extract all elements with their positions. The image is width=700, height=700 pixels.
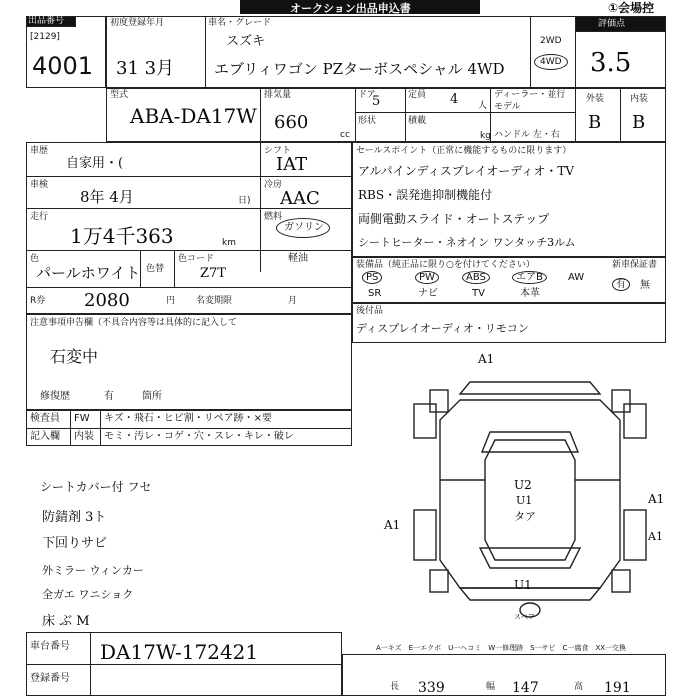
dim-height-label: 高: [574, 682, 584, 692]
wheel-front-right: [612, 390, 630, 412]
repair-suffix: 箇所: [142, 391, 162, 402]
car-grade: エブリィワゴン PZターボスペシャル 4WD: [214, 60, 505, 78]
car-name-label: 車名・グレード: [208, 18, 272, 28]
ext-value: B: [588, 112, 602, 133]
inspector-label-1: 検査員: [30, 413, 60, 424]
entry-label: 出品番号: [28, 16, 65, 26]
title-change-month: 月: [288, 296, 298, 306]
rear-window: [480, 548, 580, 568]
lot-number: 4001: [32, 52, 94, 80]
aftermarket-value: ディスプレイオーディオ・リモコン: [356, 322, 529, 335]
handle-label: ハンドル 左・右: [494, 130, 560, 140]
color-value: パールホワイト: [36, 264, 141, 282]
capacity-label: 定員: [408, 90, 427, 100]
load-unit: kg: [480, 131, 491, 141]
dim-height: 191: [604, 680, 631, 696]
fuel-value: ガソリン: [284, 222, 324, 233]
recycle-unit: 円: [166, 296, 176, 306]
ac-label: 冷房: [264, 180, 283, 190]
inspector-tags-1: キズ・飛石・ヒビ割・リペア跡・×要: [104, 413, 272, 424]
color-code-label: 色コード: [178, 254, 215, 264]
equip-leather: 本革: [520, 288, 540, 299]
dim-length-label: 長: [390, 682, 400, 692]
mark-a1-top: A1: [478, 352, 495, 366]
score-value: 3.5: [590, 48, 632, 78]
dim-width-label: 幅: [486, 682, 496, 692]
door-right-rear: [624, 510, 646, 560]
title-change-label: 名変期限: [196, 296, 233, 306]
repair-value: 有: [104, 391, 114, 402]
inspection-day: 日): [238, 196, 251, 206]
usage-label: 車歴: [30, 146, 49, 156]
inspector-ni: 内装: [74, 431, 94, 442]
mark-a1-right-lower: A1: [648, 530, 663, 543]
shift-value: IAT: [276, 154, 308, 175]
mileage-label: 走行: [30, 212, 49, 222]
color-code: Z7T: [200, 266, 226, 281]
score-label: 評価点: [598, 19, 626, 29]
wheel-rear-right: [612, 570, 630, 592]
warranty-label: 新車保証書: [612, 260, 658, 270]
sales-label: セールスポイント（正常に機能するものに限ります）: [356, 146, 572, 156]
capacity-unit: 人: [478, 101, 488, 111]
mark-a1-left: A1: [384, 518, 401, 532]
warranty-no: 無: [640, 280, 650, 291]
doors-label: ドア: [358, 90, 376, 100]
color-swap-label: 色替: [146, 264, 165, 274]
fuel-label: 燃料: [264, 212, 283, 222]
shape-label: 形状: [358, 116, 377, 126]
color-label: 色: [30, 254, 40, 264]
hand-note-6: 床 ぶ M: [42, 614, 90, 629]
mark-a1-right: A1: [648, 492, 665, 506]
fuel-alt: 軽油: [288, 253, 308, 264]
equip-tv: TV: [472, 288, 485, 299]
mileage-value: 1万4千363: [70, 224, 174, 248]
equip-ps: PS: [362, 271, 382, 285]
dealer-label: ディーラー・並行: [494, 90, 566, 100]
spare-label: スペア: [514, 613, 535, 621]
car-maker: スズキ: [226, 34, 266, 49]
int-value: B: [632, 112, 646, 133]
load-label: 積載: [408, 116, 427, 126]
registration-label: 登録番号: [30, 673, 70, 684]
equipment-label: 装備品（純正品に限り○を付けてください）: [356, 260, 535, 270]
drive-2wd: 2WD: [540, 36, 562, 46]
int-label: 内装: [630, 94, 649, 104]
door-left-rear: [414, 510, 436, 560]
aftermarket-label: 後付品: [356, 306, 384, 316]
displacement-label: 排気量: [264, 90, 292, 100]
dim-length: 339: [418, 680, 445, 696]
equip-navi: ナビ: [418, 288, 438, 299]
mark-note-center: タア: [514, 510, 536, 523]
hand-note-5: 全ガエ ワニショク: [42, 588, 134, 601]
model-value: ABA-DA17W: [130, 104, 257, 128]
equip-pw: PW: [415, 271, 439, 285]
first-reg-value: 31 3月: [116, 58, 175, 79]
chassis-label: 車台番号: [30, 641, 70, 652]
inspector-label-2: 記入欄: [30, 431, 60, 442]
equip-abs: ABS: [462, 271, 490, 285]
sales-item-4: シートヒーター・ネオイン ワンタッチ3ルム: [358, 236, 576, 249]
mileage-unit: km: [222, 238, 236, 248]
sales-item-1: アルパインディスプレイオーディオ・TV: [358, 164, 574, 178]
equip-airbag: エアB: [512, 271, 547, 285]
recycle-label: R券: [30, 296, 46, 306]
mark-u1-center: U1: [516, 494, 533, 507]
notes-value: 石変中: [50, 347, 99, 366]
ext-label: 外装: [586, 94, 605, 104]
venue-copy: ①会場控: [608, 1, 655, 15]
hand-note-1: シートカバー付 フセ: [40, 480, 152, 494]
entry-code: [2129]: [30, 32, 60, 42]
mirror-right: [624, 404, 646, 438]
inspector-fw: FW: [74, 413, 90, 424]
hand-note-4: 外ミラー ウィンカー: [42, 564, 144, 577]
doors-value: 5: [372, 94, 381, 109]
chassis-value: DA17W-172421: [100, 640, 259, 664]
mirror-left: [414, 404, 436, 438]
first-reg-label: 初度登録年月: [110, 18, 165, 28]
damage-legend: A一キズ E一エクボ U一ヘコミ W一修理跡 S一サビ C一腐食 XX一交換: [376, 644, 627, 652]
dim-width: 147: [512, 680, 539, 696]
inspection-label: 車検: [30, 180, 49, 190]
repair-label: 修復歴: [40, 391, 70, 402]
warranty-yes: 有: [612, 278, 630, 292]
sales-item-3: 両側電動スライド・オートステップ: [358, 212, 550, 226]
displacement-unit: cc: [340, 130, 350, 140]
sales-item-2: RBS・誤発進抑制機能付: [358, 188, 493, 202]
capacity-value: 4: [450, 92, 459, 107]
ac-value: AAC: [280, 188, 320, 209]
model-year-label: モデル: [494, 102, 521, 112]
equip-aw: AW: [568, 272, 585, 283]
model-label: 型式: [110, 90, 129, 100]
displacement-value: 660: [274, 112, 309, 133]
drive-4wd: 4WD: [540, 57, 562, 67]
inspection-value: 8年 4月: [80, 188, 134, 206]
hand-note-3: 下回りサビ: [42, 536, 108, 551]
equip-sr: SR: [368, 288, 382, 299]
mark-u1-rear: U1: [514, 578, 532, 592]
inspector-tags-2: モミ・汚レ・コゲ・穴・スレ・キレ・破レ: [104, 431, 294, 442]
usage-value: 自家用・(: [66, 156, 124, 171]
shift-label: シフト: [264, 146, 292, 156]
notes-label: 注意事項申告欄（不具合内容等は具体的に記入して: [30, 318, 238, 328]
wheel-rear-left: [430, 570, 448, 592]
front-bumper: [460, 382, 600, 394]
hand-note-2: 防錆剤 3ト: [42, 510, 107, 525]
mark-u2: U2: [514, 478, 532, 492]
recycle-value: 2080: [84, 290, 130, 311]
document-title: オークション出品申込書: [290, 2, 411, 15]
wheel-front-left: [430, 390, 448, 412]
front-window: [482, 432, 578, 452]
